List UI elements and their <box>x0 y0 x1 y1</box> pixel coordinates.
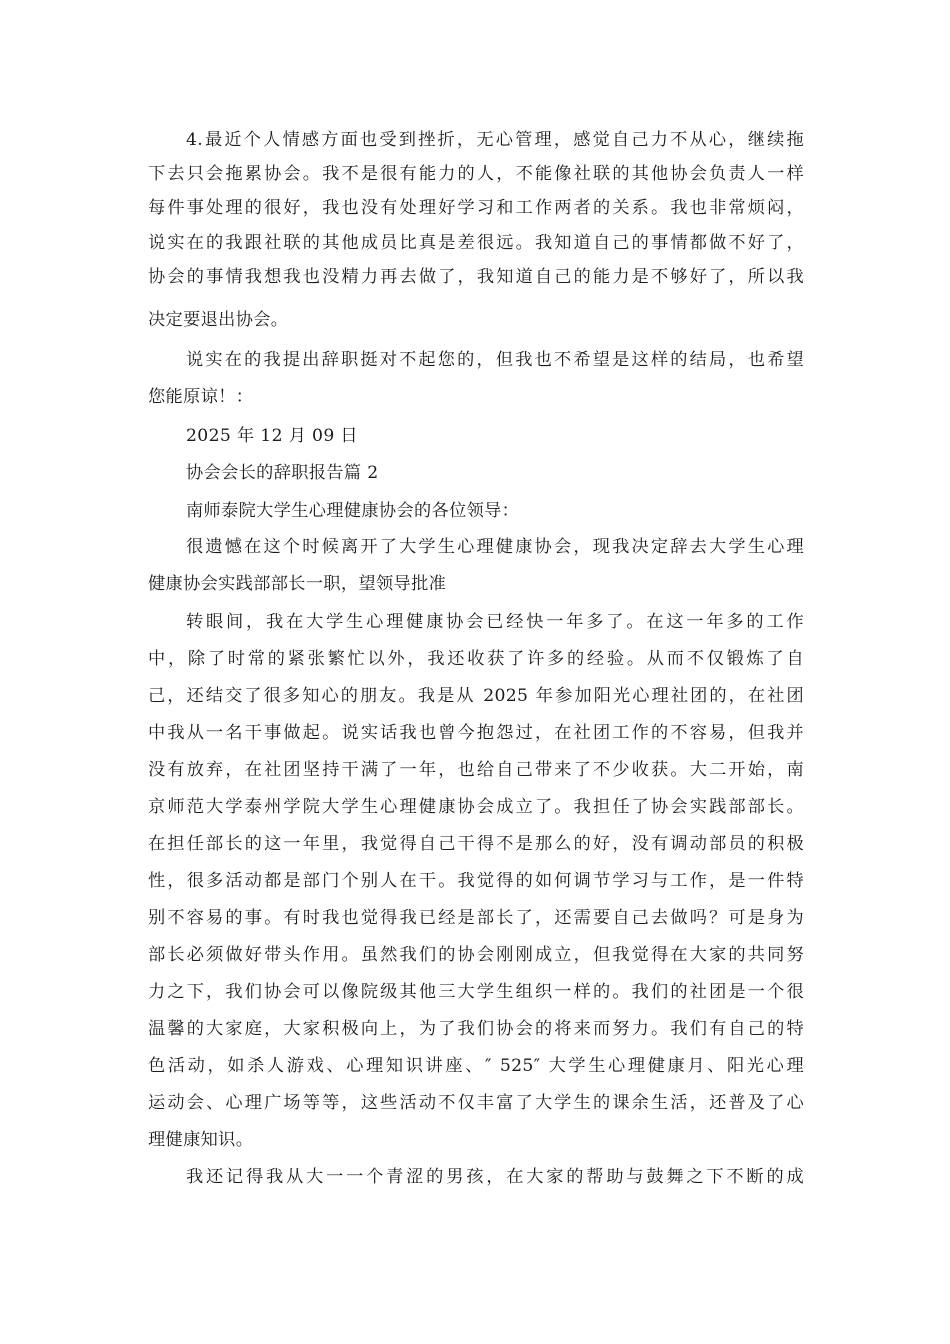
paragraph-line: 说实在的我跟社联的其他成员比真是差很远。我知道自己的事情都做不好了， <box>148 233 804 253</box>
paragraph-line: 温馨的大家庭，大家积极向上，为了我们协会的将来而努力。我们有自己的特 <box>148 1019 804 1039</box>
paragraph-line: 4.最近个人情感方面也受到挫折，无心管理，感觉自己力不从心，继续拖 <box>186 130 804 150</box>
paragraph-line: 下去只会拖累协会。我不是很有能力的人，不能像社联的其他协会负责人一样 <box>148 164 804 184</box>
paragraph-line: 说实在的我提出辞职挺对不起您的，但我也不希望是这样的结局，也希望 <box>186 350 804 370</box>
paragraph-line: 很遗憾在这个时候离开了大学生心理健康协会，现我决定辞去大学生心理 <box>186 537 804 557</box>
salutation-line: 南师泰院大学生心理健康协会的各位领导： <box>186 501 520 521</box>
paragraph-line: 您能原谅！： <box>148 387 254 407</box>
paragraph-line: 中，除了时常的紧张繁忙以外，我还收获了许多的经验。从而不仅锻炼了自 <box>148 649 804 669</box>
paragraph-line: 理健康知识。 <box>148 1130 254 1150</box>
paragraph-line: 决定要退出协会。 <box>148 310 289 330</box>
paragraph-line: 运动会、心理广场等等，这些活动不仅丰富了大学生的课余生活，还普及了心 <box>148 1093 804 1113</box>
paragraph-line: 转眼间，我在大学生心理健康协会已经快一年多了。在这一年多的工作 <box>186 612 804 632</box>
paragraph-line: 力之下，我们协会可以像院级其他三大学生组织一样的。我们的社团是一个很 <box>148 982 804 1002</box>
paragraph-line: 色活动，如杀人游戏、心理知识讲座、″ 525″ 大学生心理健康月、阳光心理 <box>148 1056 804 1076</box>
paragraph-line: 没有放弃，在社团坚持干满了一年，也给自己带来了不少收获。大二开始，南 <box>148 760 804 780</box>
paragraph-line: 在担任部长的这一年里，我觉得自己干得不是那么的好，没有调动部员的积极 <box>148 834 804 854</box>
section-heading: 协会会长的辞职报告篇 2 <box>186 463 379 483</box>
paragraph-line: 别不容易的事。有时我也觉得我已经是部长了，还需要自己去做吗？可是身为 <box>148 908 804 928</box>
paragraph-line: 中我从一名干事做起。说实话我也曾今抱怨过，在社团工作的不容易，但我并 <box>148 723 804 743</box>
paragraph-line: 协会的事情我想我也没精力再去做了，我知道自己的能力是不够好了，所以我 <box>148 267 804 287</box>
paragraph-line: 每件事处理的很好，我也没有处理好学习和工作两者的关系。我也非常烦闷， <box>148 198 804 218</box>
date-line: 2025 年 12 月 09 日 <box>186 426 358 446</box>
paragraph-line: 己，还结交了很多知心的朋友。我是从 2025 年参加阳光心理社团的，在社团 <box>148 686 804 706</box>
paragraph-line: 部长必须做好带头作用。虽然我们的协会刚刚成立，但我觉得在大家的共同努 <box>148 945 804 965</box>
paragraph-line: 我还记得我从大一一个青涩的男孩，在大家的帮助与鼓舞之下不断的成 <box>186 1167 804 1187</box>
paragraph-line: 性，很多活动都是部门个别人在干。我觉得的如何调节学习与工作，是一件特 <box>148 871 804 891</box>
paragraph-line: 健康协会实践部部长一职，望领导批准 <box>148 574 447 594</box>
paragraph-line: 京师范大学泰州学院大学生心理健康协会成立了。我担任了协会实践部部长。 <box>148 797 804 817</box>
